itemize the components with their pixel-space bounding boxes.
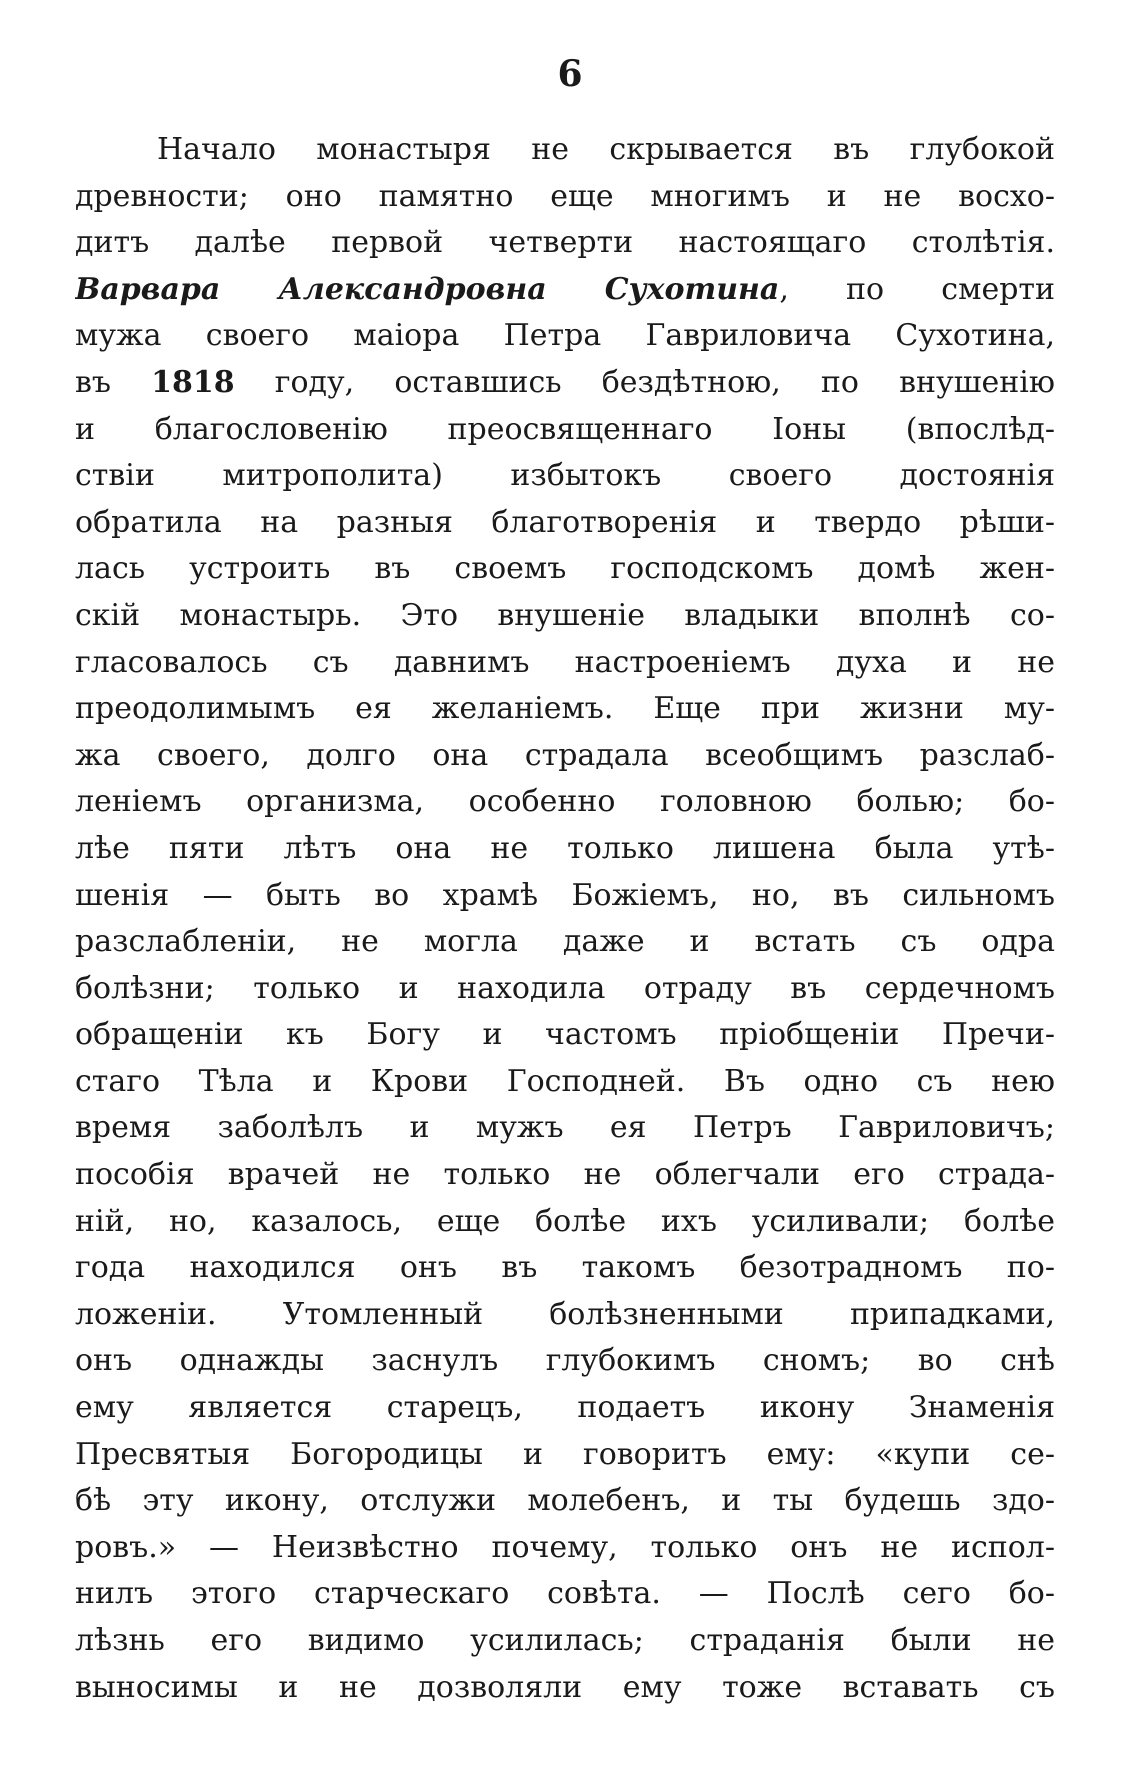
text-line: обратила на разныя благотворенія и твердо рѣши-	[75, 504, 1055, 540]
text-line: преодолимымъ ея желаніемъ. Еще при жизни му-	[75, 691, 1055, 727]
text-line: шенія — быть во храмѣ Божіемъ, но, въ сильномъ	[75, 877, 1055, 913]
text-line: выносимы и не дозволяли ему тоже вставать съ	[75, 1669, 1055, 1705]
text-line: ложеніи. Утомленный болѣзненными припадками,	[75, 1296, 1055, 1332]
text-line: время заболѣлъ и мужъ ея Петръ Гавриловичъ;	[75, 1110, 1055, 1146]
text-line: древности; оно памятно еще многимъ и не восхо-	[75, 178, 1055, 214]
text-line: бѣ эту икону, отслужи молебенъ, и ты будешь здо-	[75, 1483, 1055, 1519]
text-line: разслабленіи, не могла даже и встать съ одра	[75, 924, 1055, 960]
text-line: стаго Тѣла и Крови Господней. Въ одно съ нею	[75, 1063, 1055, 1099]
text-line: ровъ.» — Неизвѣстно почему, только онъ не испол-	[75, 1529, 1055, 1565]
text-line: лась устроить въ своемъ господскомъ домѣ жен-	[75, 551, 1055, 587]
text-fragment: въ	[75, 364, 152, 400]
text-line: скій монастырь. Это внушеніе владыки вполнѣ со-	[75, 597, 1055, 633]
text-line: онъ однажды заснулъ глубокимъ сномъ; во снѣ	[75, 1343, 1055, 1379]
text-line: обращеніи къ Богу и частомъ пріобщеніи Пречи-	[75, 1017, 1055, 1053]
text-fragment: году, оставшись бездѣтною, по внушенію	[234, 364, 1055, 400]
text-line: мужа своего маіора Петра Гавриловича Сухотина,	[75, 318, 1055, 354]
italic-name: Варвара Александровна Сухотина	[75, 271, 780, 307]
text-line: дитъ далѣе первой четверти настоящаго столѣтія.	[75, 225, 1055, 261]
text-line: нилъ этого старческаго совѣта. — Послѣ сего бо-	[75, 1576, 1055, 1612]
text-line: и благословенію преосвященнаго Іоны (впослѣд-	[75, 411, 1055, 447]
text-line: Начало монастыря не скрывается въ глубокой	[157, 132, 1055, 167]
text-line: гласовалось съ давнимъ настроеніемъ духа и не	[75, 644, 1055, 680]
page-number: 6	[557, 53, 583, 95]
year-text: 1818	[151, 364, 235, 400]
text-line	[75, 267, 1055, 314]
text-line: болѣзни; только и находила отраду въ сердечномъ	[75, 970, 1055, 1006]
text-line: ній, но, казалось, еще болѣе ихъ усиливали; болѣе	[75, 1203, 1055, 1239]
body-text	[75, 127, 1055, 1711]
text-line: ему является старецъ, подаетъ икону Знаменія	[75, 1390, 1055, 1426]
text-line: года находился онъ въ такомъ безотрадномъ по-	[75, 1250, 1055, 1286]
text-line: лѣзнь его видимо усилилась; страданія были не	[75, 1623, 1055, 1658]
text-line: пособія врачей не только не облегчали его страда-	[75, 1157, 1055, 1193]
text-line: ствіи митрополита) избытокъ своего достоянія	[75, 458, 1055, 494]
text-line: лѣе пяти лѣтъ она не только лишена была утѣ-	[75, 830, 1055, 866]
text-line	[75, 360, 1055, 407]
text-line: жа своего, долго она страдала всеобщимъ разслаб-	[75, 737, 1055, 773]
text-fragment: , по смерти	[779, 271, 1055, 307]
text-line: леніемъ организма, особенно головною болью; бо-	[75, 784, 1055, 820]
text-line: Пресвятыя Богородицы и говоритъ ему: «купи се-	[75, 1436, 1055, 1472]
